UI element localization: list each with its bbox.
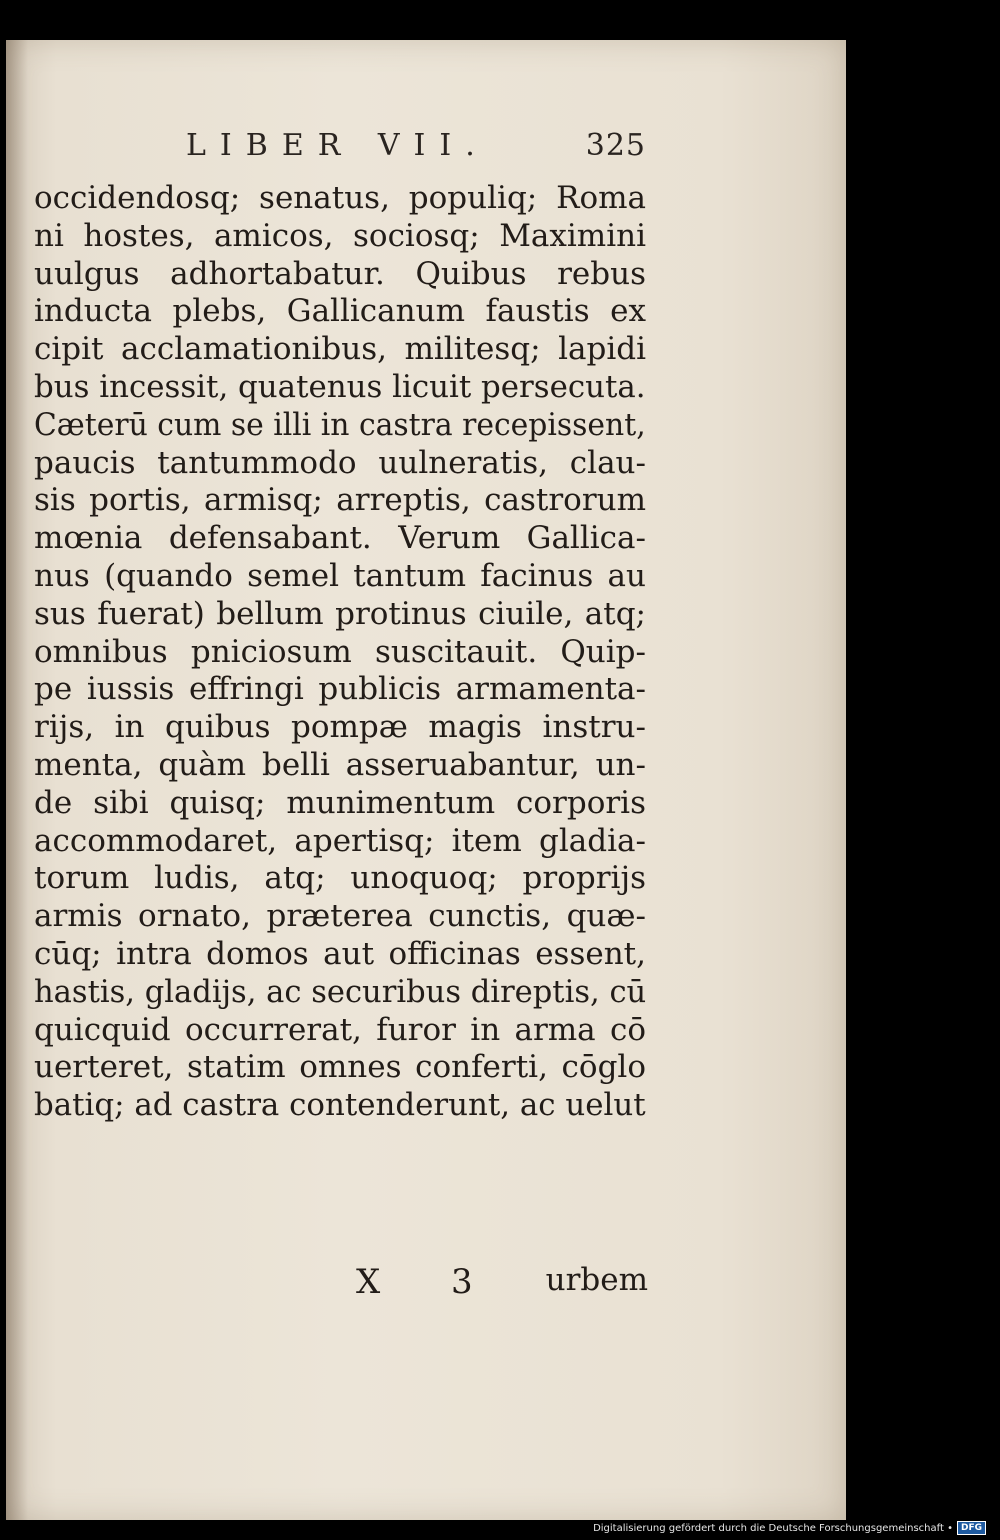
page-foot <box>356 1262 648 1302</box>
text-line: Cæterū cum se illi in castra recepissent, <box>34 406 646 443</box>
page-number: 325 <box>585 128 646 163</box>
signature-mark: X 3 <box>356 1262 503 1302</box>
running-head <box>186 128 646 168</box>
text-line: ni hostes, amicos, sociosq; Maximini <box>34 217 646 254</box>
text-line: pe iussis effringi publicis armamenta- <box>34 671 646 708</box>
text-line: mœnia defensabant. Verum Gallica- <box>34 520 646 557</box>
text-line: armis ornato, præterea cunctis, quæ- <box>34 898 646 935</box>
text-line: uulgus adhortabatur. Quibus rebus <box>34 255 646 292</box>
text-line: torum ludis, atq; unoquoq; proprijs <box>34 860 646 897</box>
text-line: rijs, in quibus pompæ magis instru- <box>34 709 646 746</box>
catchword: urbem <box>545 1262 648 1298</box>
text-line: menta, quàm belli asseruabantur, un- <box>34 746 646 783</box>
text-line: sis portis, armisq; arreptis, castrorum <box>34 482 646 519</box>
text-line: sus fuerat) bellum protinus ciuile, atq; <box>34 595 646 632</box>
text-line: quicquid occurrerat, furor in arma cō <box>34 1011 646 1048</box>
book-page <box>6 40 846 1520</box>
credit-text: Digitalisierung gefördert durch die Deutsche Forschungsgemeinschaft • <box>593 1522 953 1534</box>
text-line: paucis tantummodo uulneratis, clau- <box>34 444 646 481</box>
text-line: uerteret, statim omnes conferti, cōglo <box>34 1049 646 1086</box>
text-line: hastis, gladijs, ac securibus direptis, cū <box>34 973 647 1010</box>
text-line: nus (quando semel tantum facinus au <box>34 557 646 594</box>
text-line: cipit acclamationibus, militesq; lapidi <box>34 331 646 368</box>
text-line: inducta plebs, Gallicanum faustis ex <box>34 293 646 330</box>
body-text <box>34 180 646 1125</box>
running-head-title: LIBER VII. <box>186 128 489 163</box>
text-line: cūq; intra domos aut officinas essent, <box>34 935 646 972</box>
text-line: omnibus pniciosum suscitauit. Quip- <box>34 633 646 670</box>
digitization-credit <box>593 1520 986 1536</box>
text-line: batiq; ad castra contenderunt, ac uelut <box>34 1087 646 1124</box>
text-line: accommodaret, apertisq; item gladia- <box>34 822 646 859</box>
dfg-logo: DFG <box>957 1521 986 1535</box>
text-line: de sibi quisq; munimentum corporis <box>34 784 646 821</box>
text-line: bus incessit, quatenus licuit persecuta. <box>34 368 646 405</box>
text-line: occidendosq; senatus, populiq; Roma <box>34 180 646 216</box>
